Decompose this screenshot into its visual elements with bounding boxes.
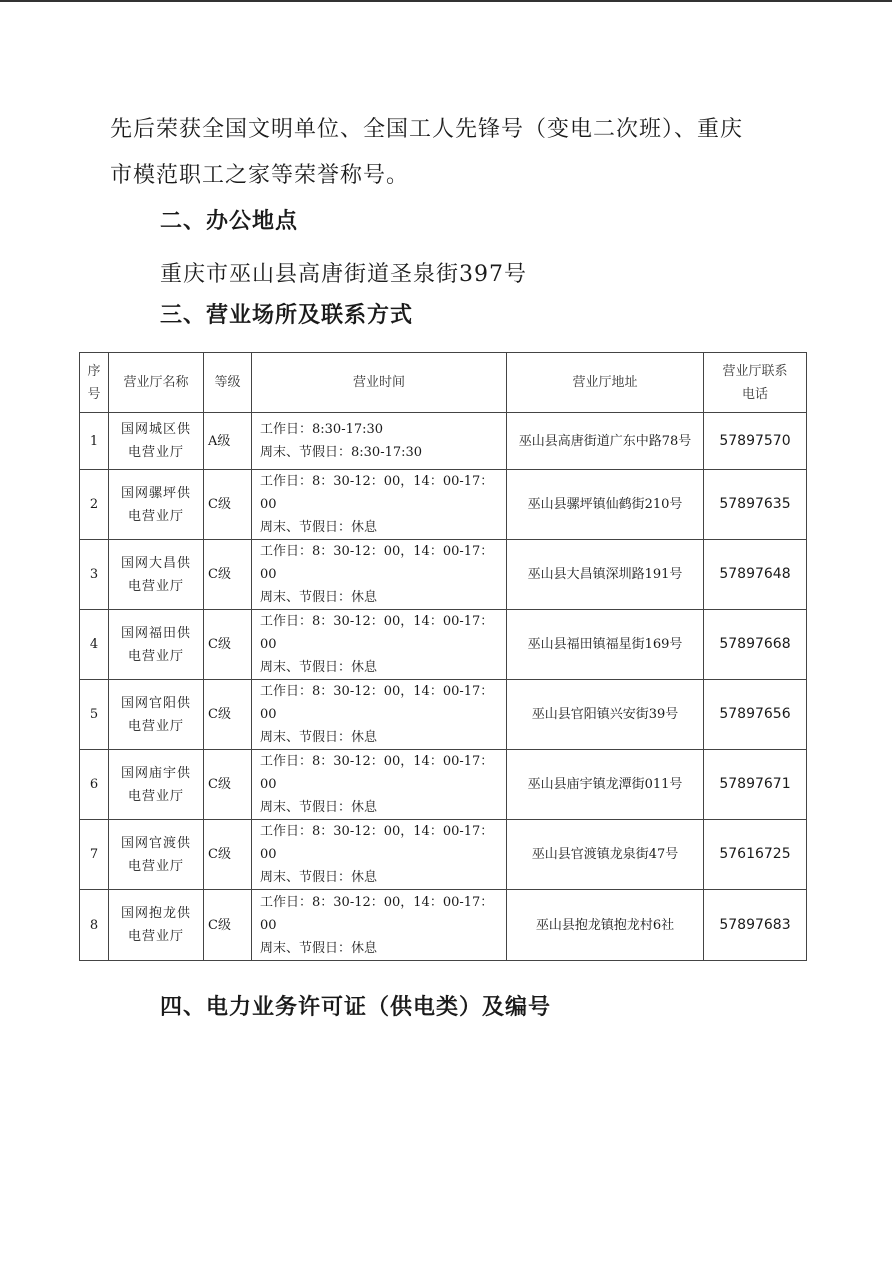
section-4-heading: 四、电力业务许可证（供电类）及编号 xyxy=(160,995,552,1020)
page-top-edge xyxy=(0,0,892,2)
table-row xyxy=(80,890,807,961)
table-row xyxy=(80,680,807,750)
intro-paragraph xyxy=(110,107,800,199)
table-row xyxy=(80,750,807,820)
table-header-row xyxy=(80,353,807,413)
row-hall-name: 国网官阳供 电营业厅 xyxy=(109,680,204,750)
header-index: 序 号 xyxy=(80,353,109,413)
row-address: 巫山县官渡镇龙泉街47号 xyxy=(507,820,704,890)
table-row xyxy=(80,540,807,610)
intro-line-2: 市模范职工之家等荣誉称号。 xyxy=(110,163,410,188)
row-level: C级 xyxy=(204,750,252,820)
office-address: 重庆市巫山县高唐街道圣泉街397号 xyxy=(160,262,527,287)
table-row xyxy=(80,470,807,540)
row-hall-name: 国网大昌供 电营业厅 xyxy=(109,540,204,610)
row-hall-name: 国网庙宇供 电营业厅 xyxy=(109,750,204,820)
row-address: 巫山县大昌镇深圳路191号 xyxy=(507,540,704,610)
row-index: 2 xyxy=(80,470,109,540)
row-hall-name: 国网城区供 电营业厅 xyxy=(109,413,204,470)
row-address: 巫山县抱龙镇抱龙村6社 xyxy=(507,890,704,961)
row-phone: 57897671 xyxy=(704,750,807,820)
row-index: 8 xyxy=(80,890,109,961)
row-hall-name: 国网骡坪供 电营业厅 xyxy=(109,470,204,540)
row-hours: 工作日：8：30-12：00，14：00-17：00 周末、节假日：休息 xyxy=(252,610,507,680)
row-hours: 工作日：8：30-12：00，14：00-17：00 周末、节假日：休息 xyxy=(252,820,507,890)
row-hours: 工作日：8:30-17:30 周末、节假日：8:30-17:30 xyxy=(252,413,507,470)
row-index: 6 xyxy=(80,750,109,820)
table-row xyxy=(80,610,807,680)
row-hall-name: 国网福田供 电营业厅 xyxy=(109,610,204,680)
row-level: C级 xyxy=(204,890,252,961)
row-hours: 工作日：8：30-12：00，14：00-17：00 周末、节假日：休息 xyxy=(252,540,507,610)
header-level: 等级 xyxy=(204,353,252,413)
row-phone: 57897668 xyxy=(704,610,807,680)
row-level: C级 xyxy=(204,820,252,890)
row-index: 7 xyxy=(80,820,109,890)
row-level: C级 xyxy=(204,470,252,540)
intro-line-1: 先后荣获全国文明单位、全国工人先锋号（变电二次班）、重庆 xyxy=(110,117,744,142)
header-address: 营业厅地址 xyxy=(507,353,704,413)
row-hours: 工作日：8：30-12：00，14：00-17：00 周末、节假日：休息 xyxy=(252,680,507,750)
row-index: 3 xyxy=(80,540,109,610)
row-address: 巫山县骡坪镇仙鹤街210号 xyxy=(507,470,704,540)
row-index: 5 xyxy=(80,680,109,750)
row-phone: 57897683 xyxy=(704,890,807,961)
row-phone: 57897648 xyxy=(704,540,807,610)
row-address: 巫山县庙宇镇龙潭街011号 xyxy=(507,750,704,820)
row-phone: 57897635 xyxy=(704,470,807,540)
row-phone: 57897656 xyxy=(704,680,807,750)
header-phone: 营业厅联系 电话 xyxy=(704,353,807,413)
row-hall-name: 国网官渡供 电营业厅 xyxy=(109,820,204,890)
row-level: C级 xyxy=(204,610,252,680)
header-hours: 营业时间 xyxy=(252,353,507,413)
row-hall-name: 国网抱龙供 电营业厅 xyxy=(109,890,204,961)
section-2-heading: 二、办公地点 xyxy=(160,209,299,234)
row-hours: 工作日：8：30-12：00，14：00-17：00 周末、节假日：休息 xyxy=(252,470,507,540)
table-row xyxy=(80,820,807,890)
row-level: A级 xyxy=(204,413,252,470)
row-level: C级 xyxy=(204,540,252,610)
business-halls-table xyxy=(79,352,807,961)
header-name: 营业厅名称 xyxy=(109,353,204,413)
row-phone: 57897570 xyxy=(704,413,807,470)
row-hours: 工作日：8：30-12：00，14：00-17：00 周末、节假日：休息 xyxy=(252,750,507,820)
row-phone: 57616725 xyxy=(704,820,807,890)
row-address: 巫山县福田镇福星街169号 xyxy=(507,610,704,680)
table-row xyxy=(80,413,807,470)
row-hours: 工作日：8：30-12：00，14：00-17：00 周末、节假日：休息 xyxy=(252,890,507,961)
row-address: 巫山县高唐街道广东中路78号 xyxy=(507,413,704,470)
row-address: 巫山县官阳镇兴安街39号 xyxy=(507,680,704,750)
row-level: C级 xyxy=(204,680,252,750)
row-index: 4 xyxy=(80,610,109,680)
section-3-heading: 三、营业场所及联系方式 xyxy=(160,303,414,328)
row-index: 1 xyxy=(80,413,109,470)
